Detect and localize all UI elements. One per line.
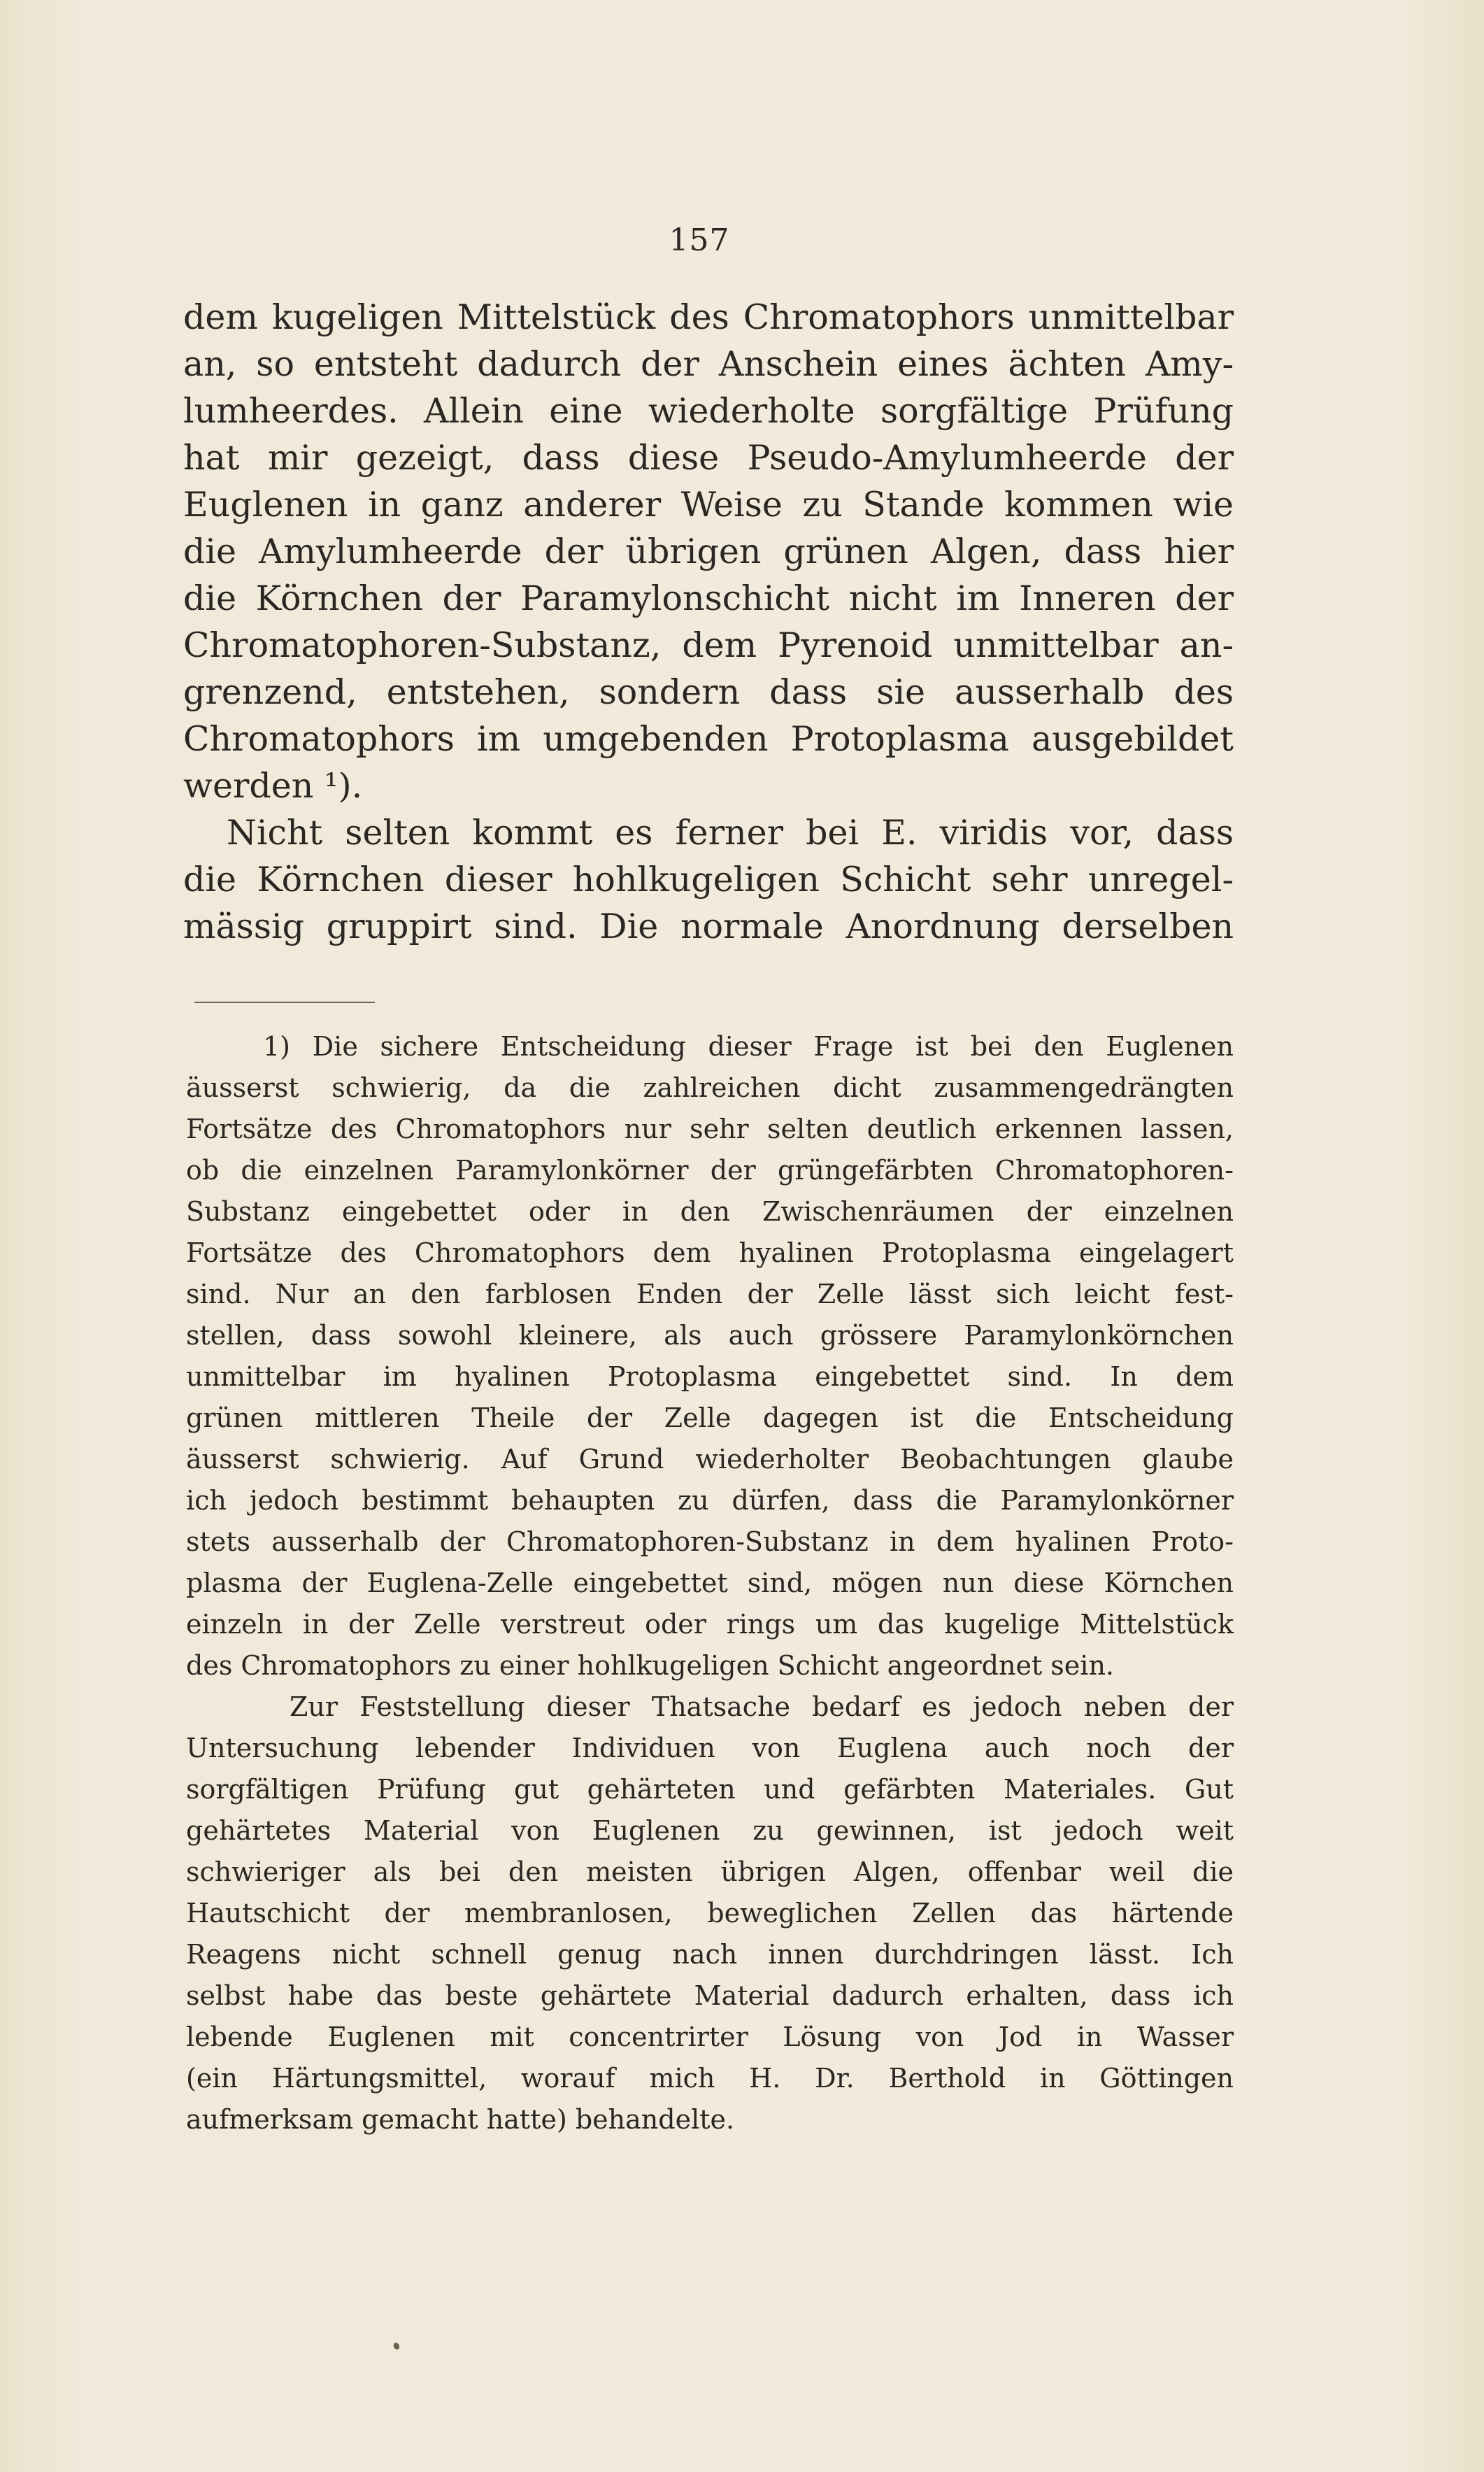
main-text-line: die Amylumheerde der übrigen grünen Algen, dass hier (183, 532, 1234, 571)
ink-smudge (392, 2342, 400, 2350)
footnote-line: (ein Härtungsmittel, worauf mich H. Dr. Berthold in Göttingen (186, 2063, 1234, 2094)
main-text-line: hat mir gezeigt, dass diese Pseudo-Amylumheerde der (183, 438, 1234, 478)
footnote-line: ob die einzelnen Paramylonkörner der grüngefärbten Chromatophoren- (186, 1155, 1234, 1186)
main-text-line: die Körnchen dieser hohlkugeligen Schicht sehr unregel- (183, 860, 1234, 900)
main-text-line: dem kugeligen Mittelstück des Chromatophors unmittelbar (183, 297, 1234, 337)
footnote-line: äusserst schwierig. Auf Grund wiederholter Beobachtungen glaube (186, 1444, 1234, 1475)
footnote-line: Fortsätze des Chromatophors nur sehr selten deutlich erkennen lassen, (186, 1114, 1234, 1144)
footnote-line: Untersuchung lebender Individuen von Euglena auch noch der (186, 1733, 1234, 1763)
footnote-line: Reagens nicht schnell genug nach innen durchdringen lässt. Ich (186, 1939, 1234, 1970)
footnote-line: stellen, dass sowohl kleinere, als auch grössere Paramylonkörnchen (186, 1320, 1234, 1351)
main-text-line: die Körnchen der Paramylonschicht nicht im Inneren der (183, 578, 1234, 618)
footnote-line: gehärtetes Material von Euglenen zu gewinnen, ist jedoch weit (186, 1815, 1234, 1846)
main-text-line: Nicht selten kommt es ferner bei E. viridis vor, dass (227, 813, 1234, 853)
footnote-line: selbst habe das beste gehärtete Material dadurch erhalten, dass ich (186, 1980, 1234, 2011)
footnote-line: 1) Die sichere Entscheidung dieser Frage ist bei den Euglenen (263, 1031, 1234, 1062)
footnote-line: Substanz eingebettet oder in den Zwischenräumen der einzelnen (186, 1196, 1234, 1227)
main-text-line: werden ¹). (183, 766, 363, 806)
footnote-line: sind. Nur an den farblosen Enden der Zelle lässt sich leicht fest- (186, 1279, 1234, 1309)
main-text-line: lumheerdes. Allein eine wiederholte sorgfältige Prüfung (183, 391, 1234, 431)
footnote-line: Hautschicht der membranlosen, beweglichen Zellen das härtende (186, 1898, 1234, 1928)
footnote-line: stets ausserhalb der Chromatophoren-Substanz in dem hyalinen Proto- (186, 1526, 1234, 1557)
main-text-line: Euglenen in ganz anderer Weise zu Stande kommen wie (183, 485, 1234, 525)
footnote-line: sorgfältigen Prüfung gut gehärteten und gefärbten Materiales. Gut (186, 1774, 1234, 1805)
footnote-line: lebende Euglenen mit concentrirter Lösung von Jod in Wasser (186, 2022, 1234, 2052)
main-text-line: Chromatophors im umgebenden Protoplasma ausgebildet (183, 719, 1234, 759)
footnote-line: des Chromatophors zu einer hohlkugeligen Schicht angeordnet sein. (186, 1650, 1114, 1681)
footnote-separator (194, 1002, 375, 1003)
main-text-line: Chromatophoren-Substanz, dem Pyrenoid unmittelbar an- (183, 625, 1234, 665)
footnote-line: äusserst schwierig, da die zahlreichen dicht zusammengedrängten (186, 1072, 1234, 1103)
footnote-line: ich jedoch bestimmt behaupten zu dürfen, dass die Paramylonkörner (186, 1485, 1234, 1516)
footnote-line: einzeln in der Zelle verstreut oder rings um das kugelige Mittelstück (186, 1609, 1234, 1640)
main-text-line: an, so entsteht dadurch der Anschein eines ächten Amy- (183, 344, 1234, 384)
footnote-line: Fortsätze des Chromatophors dem hyalinen Protoplasma eingelagert (186, 1237, 1234, 1268)
footnote-line: aufmerksam gemacht hatte) behandelte. (186, 2104, 735, 2135)
footnote-line: plasma der Euglena-Zelle eingebettet sind, mögen nun diese Körnchen (186, 1568, 1234, 1598)
footnote-line: schwieriger als bei den meisten übrigen Algen, offenbar weil die (186, 1856, 1234, 1887)
footnote-line: unmittelbar im hyalinen Protoplasma eingebettet sind. In dem (186, 1361, 1234, 1392)
main-text-block (183, 294, 1234, 950)
footnote-line: grünen mittleren Theile der Zelle dagegen ist die Entscheidung (186, 1402, 1234, 1433)
page-number: 157 (669, 222, 730, 258)
footnote-line: Zur Feststellung dieser Thatsache bedarf es jedoch neben der (290, 1691, 1234, 1722)
footnote-block (186, 1026, 1234, 2140)
main-text-line: mässig gruppirt sind. Die normale Anordnung derselben (183, 907, 1234, 946)
main-text-line: grenzend, entstehen, sondern dass sie ausserhalb des (183, 672, 1234, 712)
